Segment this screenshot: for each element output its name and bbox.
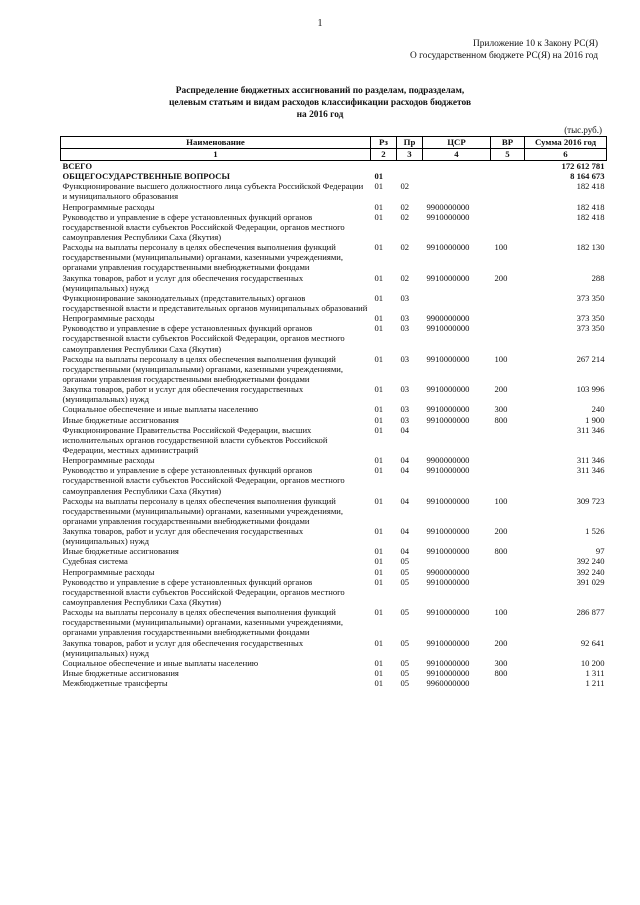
row-name-cell: Закупка товаров, работ и услуг для обеспечения государственных (муниципальных) нужд — [62, 526, 304, 547]
row-rz-cell: 01 — [374, 566, 384, 577]
row-name-cell: Иные бюджетные ассигнования — [62, 546, 179, 557]
row-csr-cell: 9910000000 — [426, 353, 470, 364]
row-csr-cell — [423, 181, 491, 201]
row-csr-cell: 9910000000 — [426, 576, 470, 587]
row-vr-cell: 300 — [494, 404, 508, 415]
row-sum-cell: 1 311 — [585, 668, 605, 679]
row-pr-cell: 05 — [400, 637, 410, 648]
row-vr-cell: 100 — [494, 353, 508, 364]
row-vr-cell — [491, 567, 525, 577]
row-sum-cell: 286 877 — [576, 607, 605, 618]
table-row — [61, 465, 607, 495]
row-vr-cell — [491, 425, 525, 455]
row-csr-cell — [423, 556, 491, 566]
row-vr-cell — [491, 577, 525, 607]
row-name-cell: Функционирование высшего должностного лица субъекта Российской Федерации и муниципального образования — [62, 181, 364, 202]
row-name-cell: Расходы на выплаты персоналу в целях обеспечения выполнения функций государственными (муниципальными) органами, казенными учреждениями, органами управления государственными внебюджетными фондами — [62, 353, 344, 384]
row-sum-cell: 311 346 — [576, 424, 605, 435]
row-sum-cell: 373 350 — [576, 323, 605, 334]
row-vr-cell — [491, 171, 525, 181]
row-sum-cell: 182 418 — [576, 181, 605, 192]
row-pr-cell: 05 — [400, 607, 410, 618]
row-rz-cell: 01 — [374, 678, 384, 689]
table-row — [61, 658, 607, 668]
table-row — [61, 212, 607, 242]
row-name-cell: Межбюджетные трансферты — [62, 678, 168, 689]
table-header — [61, 137, 607, 161]
row-vr-cell — [491, 202, 525, 212]
table-row — [61, 496, 607, 526]
table-row — [61, 607, 607, 637]
budget-table — [60, 136, 607, 688]
table-row — [61, 455, 607, 465]
row-vr-cell: 200 — [494, 272, 508, 283]
row-vr-cell — [491, 212, 525, 242]
header-row — [61, 137, 607, 149]
row-sum-cell: 311 346 — [576, 465, 605, 476]
row-name-cell: Руководство и управление в сфере установленных функций органов государственной власти субъектов Российской Федерации, органов местного самоуправления Республики Саха (Якутия) — [62, 465, 345, 496]
header-rz: Рз — [371, 137, 397, 149]
row-pr-cell: 03 — [400, 313, 410, 324]
page-number: 1 — [317, 18, 323, 29]
row-name-cell: Расходы на выплаты персоналу в целях обеспечения выполнения функций государственными (муниципальными) органами, казенными учреждениями, органами управления государственными внебюджетными фондами — [62, 495, 344, 526]
row-rz-cell: 01 — [374, 657, 384, 668]
header-vr: ВР — [491, 137, 525, 149]
row-rz-cell: 01 — [374, 607, 384, 618]
header-name: Наименование — [61, 137, 371, 149]
row-rz-cell: 01 — [374, 181, 384, 192]
row-rz-cell: 01 — [374, 292, 384, 303]
header-number-5: 5 — [491, 149, 525, 161]
row-pr-cell: 04 — [400, 465, 410, 476]
row-pr-cell: 03 — [400, 404, 410, 415]
row-sum-cell: 392 240 — [576, 556, 605, 567]
row-vr-cell: 200 — [494, 384, 508, 395]
row-name-cell: Расходы на выплаты персоналу в целях обеспечения выполнения функций государственными (муниципальными) органами, казенными учреждениями, органами управления государственными внебюджетными фондами — [62, 242, 344, 273]
row-vr-cell: 100 — [494, 242, 508, 253]
row-csr-cell: 9910000000 — [426, 272, 470, 283]
row-rz-cell: 01 — [374, 637, 384, 648]
row-vr-cell: 100 — [494, 495, 508, 506]
row-csr-cell: 9910000000 — [426, 495, 470, 506]
table-row — [61, 567, 607, 577]
table-row — [61, 161, 607, 172]
table-row — [61, 678, 607, 688]
row-csr-cell: 9910000000 — [426, 404, 470, 415]
row-sum-cell: 182 418 — [576, 211, 605, 222]
row-pr-cell: 04 — [400, 546, 410, 557]
row-name-cell: Социальное обеспечение и иные выплаты населению — [62, 404, 259, 415]
row-vr-cell — [491, 313, 525, 323]
row-csr-cell: 9900000000 — [426, 455, 470, 466]
header-number-3: 3 — [397, 149, 423, 161]
row-pr-cell: 05 — [400, 668, 410, 679]
row-pr-cell: 04 — [400, 455, 410, 466]
row-rz-cell: 01 — [374, 201, 384, 212]
row-vr-cell — [491, 465, 525, 495]
row-vr-cell: 800 — [494, 414, 508, 425]
row-name-cell: Руководство и управление в сфере установленных функций органов государственной власти субъектов Российской Федерации, органов местного самоуправления Республики Саха (Якутия) — [62, 323, 345, 354]
header-number-6: 6 — [525, 149, 607, 161]
row-sum-cell: 373 350 — [576, 292, 605, 303]
title-line-2: целевым статьям и видам расходов классификации расходов бюджетов — [168, 98, 472, 109]
header-csr: ЦСР — [423, 137, 491, 149]
row-pr-cell: 02 — [400, 242, 410, 253]
row-pr-cell — [397, 161, 423, 172]
row-csr-cell: 9910000000 — [426, 546, 470, 557]
row-csr-cell — [423, 171, 491, 181]
row-pr-cell: 02 — [400, 201, 410, 212]
row-name-cell: Непрограммные расходы — [62, 455, 155, 466]
table-row — [61, 313, 607, 323]
header-number-2: 2 — [371, 149, 397, 161]
row-rz-cell: 01 — [374, 465, 384, 476]
row-rz-cell: 01 — [374, 668, 384, 679]
row-rz-cell: 01 — [374, 272, 384, 283]
row-rz-cell: 01 — [374, 404, 384, 415]
row-name-cell: Руководство и управление в сфере установленных функций органов государственной власти субъектов Российской Федерации, органов местного самоуправления Республики Саха (Якутия) — [62, 576, 345, 608]
row-sum-cell: 97 — [595, 546, 605, 557]
unit-label: (тыс.руб.) — [564, 125, 602, 135]
row-rz-cell: 01 — [374, 211, 384, 222]
row-sum-cell: 1 900 — [585, 414, 605, 425]
row-vr-cell — [491, 455, 525, 465]
row-sum-cell: 309 723 — [576, 495, 605, 506]
row-name-cell: Непрограммные расходы — [62, 313, 155, 324]
row-csr-cell: 9910000000 — [426, 607, 470, 618]
title-line-1: Распределение бюджетных ассигнований по разделам, подразделам, — [175, 86, 465, 96]
row-name-cell: Закупка товаров, работ и услуг для обеспечения государственных (муниципальных) нужд — [62, 384, 304, 405]
row-rz-cell — [371, 161, 397, 172]
row-sum-cell: 373 350 — [576, 313, 605, 324]
row-name-cell: ОБЩЕГОСУДАРСТВЕННЫЕ ВОПРОСЫ — [62, 171, 230, 182]
table-row — [61, 404, 607, 414]
row-vr-cell — [491, 181, 525, 201]
row-pr-cell: 03 — [400, 384, 410, 395]
table-row — [61, 181, 607, 201]
row-rz-cell: 01 — [374, 576, 384, 587]
row-pr-cell: 05 — [400, 678, 410, 689]
row-vr-cell — [491, 293, 525, 313]
row-pr-cell: 05 — [400, 657, 410, 668]
row-pr-cell: 03 — [400, 292, 410, 303]
row-csr-cell: 9900000000 — [426, 201, 470, 212]
row-rz-cell: 01 — [374, 242, 384, 253]
row-name-cell: Судебная система — [62, 556, 128, 567]
header-pr: Пр — [397, 137, 423, 149]
row-rz-cell: 01 — [374, 424, 384, 435]
row-sum-cell: 103 996 — [576, 384, 605, 395]
row-sum-cell: 10 200 — [580, 657, 605, 668]
row-csr-cell: 9910000000 — [426, 384, 470, 395]
row-csr-cell: 9910000000 — [426, 414, 470, 425]
table-row — [61, 638, 607, 658]
row-rz-cell: 01 — [374, 313, 384, 324]
row-rz-cell: 01 — [374, 414, 384, 425]
row-vr-cell: 200 — [494, 526, 508, 537]
table-row — [61, 526, 607, 546]
row-sum-cell: 182 418 — [576, 201, 605, 212]
row-csr-cell: 9910000000 — [426, 637, 470, 648]
row-csr-cell: 9910000000 — [426, 465, 470, 476]
row-pr-cell: 02 — [400, 181, 410, 192]
header-sum: Сумма 2016 год — [525, 137, 607, 149]
row-sum-cell: 240 — [591, 404, 605, 415]
table-body — [61, 161, 607, 689]
row-name-cell: Функционирование законодательных (представительных) органов государственной власти и представительных органов муниципальных образований — [62, 292, 368, 313]
row-name-cell: Иные бюджетные ассигнования — [62, 668, 179, 679]
row-rz-cell: 01 — [374, 556, 384, 567]
row-sum-cell: 1 211 — [585, 678, 605, 689]
row-pr-cell: 05 — [400, 576, 410, 587]
row-vr-cell: 200 — [494, 637, 508, 648]
row-sum-cell: 391 029 — [576, 576, 605, 587]
row-rz-cell: 01 — [374, 546, 384, 557]
row-sum-cell: 1 526 — [585, 526, 605, 537]
table-row — [61, 171, 607, 181]
row-vr-cell: 300 — [494, 657, 508, 668]
row-pr-cell — [397, 171, 423, 181]
row-csr-cell — [423, 293, 491, 313]
appendix-line-2: О государственном бюджете РС(Я) на 2016 год — [409, 51, 598, 62]
row-pr-cell: 03 — [400, 414, 410, 425]
row-sum-cell: 172 612 781 — [561, 161, 605, 171]
row-csr-cell: 9910000000 — [426, 323, 470, 334]
table-row — [61, 293, 607, 313]
row-rz-cell: 01 — [374, 495, 384, 506]
row-csr-cell: 9910000000 — [426, 657, 470, 668]
row-name-cell: Функционирование Правительства Российской Федерации, высших исполнительных органов государственной власти субъектов Российской Федерации, местных администраций — [62, 424, 328, 455]
table-row — [61, 415, 607, 425]
row-sum-cell: 311 346 — [576, 455, 605, 466]
table-row — [61, 242, 607, 272]
row-pr-cell: 04 — [400, 495, 410, 506]
row-vr-cell — [491, 161, 525, 172]
row-pr-cell: 05 — [400, 556, 410, 567]
row-csr-cell: 9910000000 — [426, 242, 470, 253]
row-pr-cell: 03 — [400, 353, 410, 364]
appendix-reference — [410, 38, 598, 62]
appendix-line-1: Приложение 10 к Закону РС(Я) — [472, 39, 598, 49]
row-csr-cell: 9960000000 — [426, 678, 470, 689]
row-name-cell: ВСЕГО — [62, 161, 93, 171]
table-row — [61, 323, 607, 353]
table-row — [61, 384, 607, 404]
row-csr-cell: 9910000000 — [426, 211, 470, 222]
header-number-row — [61, 149, 607, 161]
row-csr-cell: 9910000000 — [426, 526, 470, 537]
table-row — [61, 273, 607, 293]
row-sum-cell: 182 130 — [576, 242, 605, 253]
row-csr-cell — [423, 425, 491, 455]
row-sum-cell: 267 214 — [576, 353, 605, 364]
title-line-3: на 2016 год — [296, 110, 344, 121]
row-pr-cell: 04 — [400, 424, 410, 435]
row-name-cell: Иные бюджетные ассигнования — [62, 414, 179, 425]
row-vr-cell: 100 — [494, 607, 508, 618]
row-csr-cell — [423, 161, 491, 172]
row-vr-cell: 800 — [494, 546, 508, 557]
row-vr-cell — [491, 678, 525, 688]
row-rz-cell: 01 — [374, 323, 384, 334]
row-vr-cell — [491, 323, 525, 353]
row-rz-cell: 01 — [374, 526, 384, 537]
row-pr-cell: 03 — [400, 323, 410, 334]
row-rz-cell: 01 — [374, 455, 384, 466]
table-row — [61, 354, 607, 384]
table-row — [61, 577, 607, 607]
row-rz-cell: 01 — [374, 171, 384, 182]
row-sum-cell: 288 — [591, 272, 605, 283]
row-vr-cell: 800 — [494, 668, 508, 679]
row-name-cell: Расходы на выплаты персоналу в целях обеспечения выполнения функций государственными (муниципальными) органами, казенными учреждениями, органами управления государственными внебюджетными фондами — [62, 607, 344, 638]
document-title — [60, 85, 580, 122]
table-row — [61, 668, 607, 678]
table-row — [61, 425, 607, 455]
row-sum-cell: 92 641 — [580, 637, 605, 648]
row-name-cell: Социальное обеспечение и иные выплаты населению — [62, 657, 259, 668]
row-pr-cell: 05 — [400, 566, 410, 577]
row-csr-cell: 9900000000 — [426, 313, 470, 324]
table-row — [61, 556, 607, 566]
row-rz-cell: 01 — [374, 353, 384, 364]
row-pr-cell: 02 — [400, 272, 410, 283]
row-pr-cell: 02 — [400, 211, 410, 222]
row-name-cell: Непрограммные расходы — [62, 201, 155, 212]
row-sum-cell: 8 164 673 — [570, 171, 605, 182]
row-name-cell: Закупка товаров, работ и услуг для обеспечения государственных (муниципальных) нужд — [62, 272, 304, 293]
row-name-cell: Закупка товаров, работ и услуг для обеспечения государственных (муниципальных) нужд — [62, 637, 304, 658]
row-name-cell: Руководство и управление в сфере установленных функций органов государственной власти субъектов Российской Федерации, органов местного самоуправления Республики Саха (Якутия) — [62, 211, 345, 242]
row-csr-cell: 9910000000 — [426, 668, 470, 679]
row-name-cell: Непрограммные расходы — [62, 566, 155, 577]
table-row — [61, 202, 607, 212]
table-row — [61, 546, 607, 556]
header-number-1: 1 — [61, 149, 371, 161]
header-number-4: 4 — [423, 149, 491, 161]
row-csr-cell: 9900000000 — [426, 566, 470, 577]
row-vr-cell — [491, 556, 525, 566]
row-rz-cell: 01 — [374, 384, 384, 395]
row-pr-cell: 04 — [400, 526, 410, 537]
row-sum-cell: 392 240 — [576, 566, 605, 577]
